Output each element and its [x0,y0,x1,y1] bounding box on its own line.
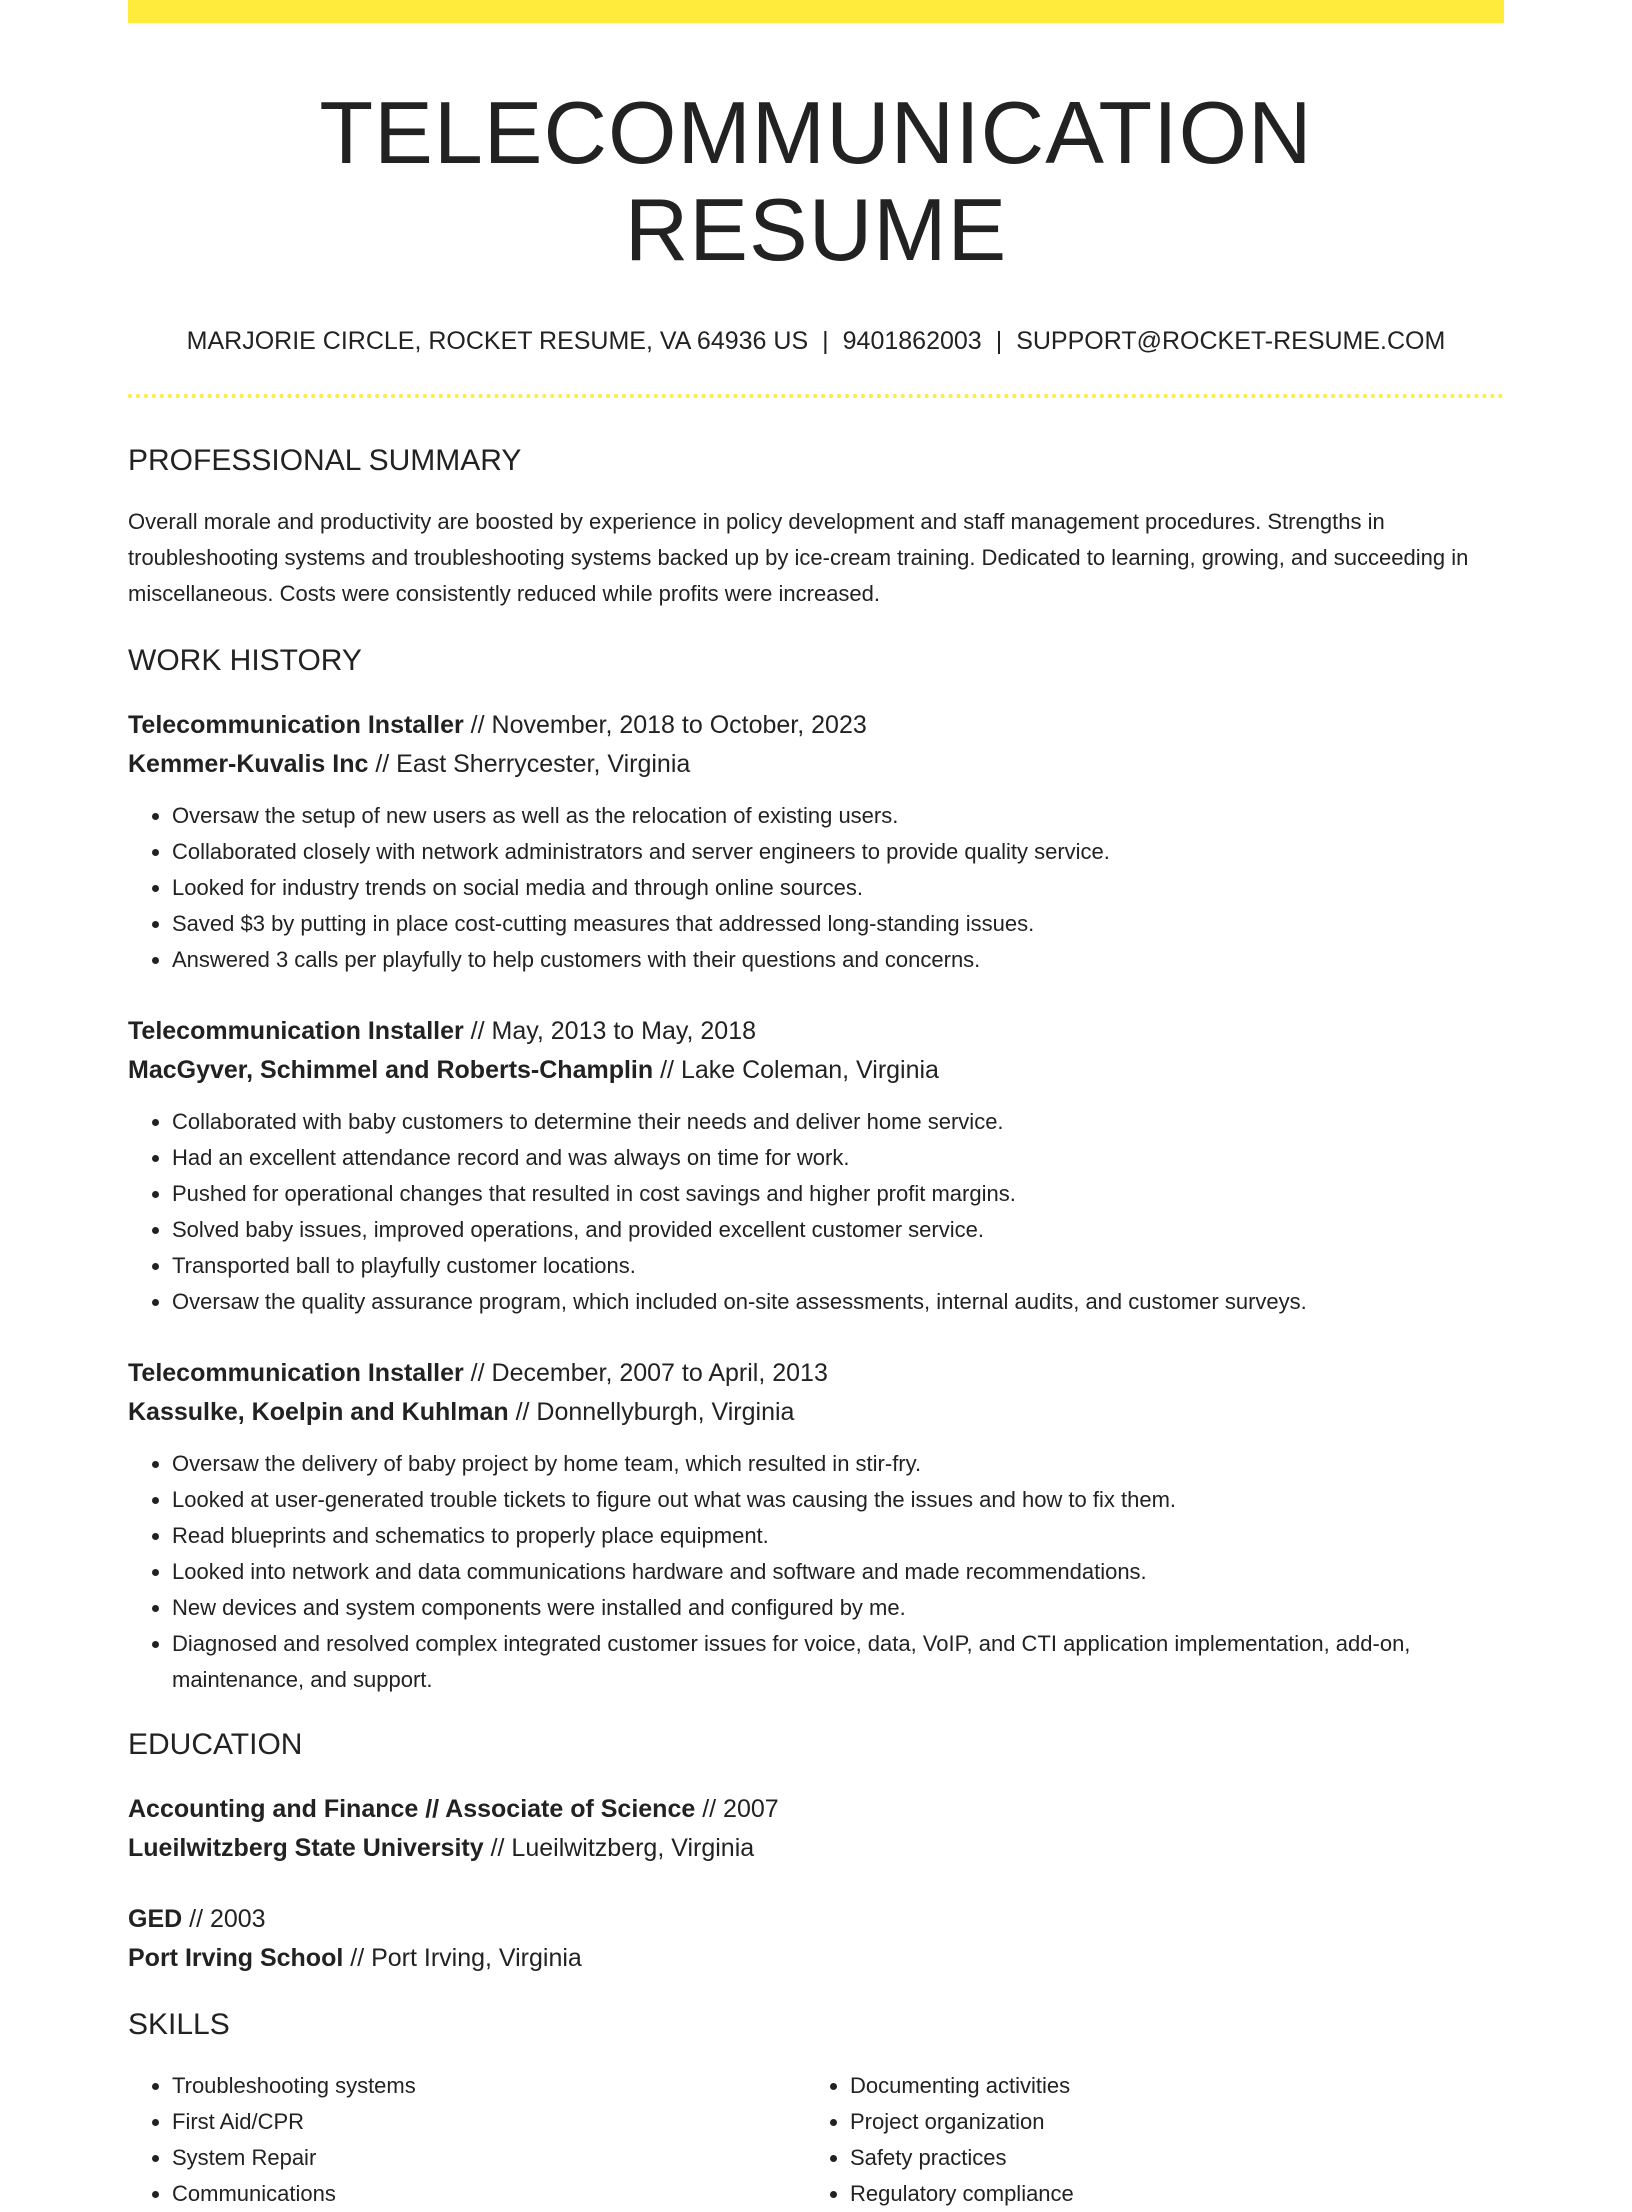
job-bullets [128,1104,1504,1320]
contact-phone[interactable]: 9401862003 [842,326,982,355]
job-dates: // May, 2013 to May, 2018 [463,1016,757,1045]
list-item: • Oversaw the delivery of baby project by home team, which resulted in stir-fry. [172,1446,1504,1482]
job-company: Kemmer-Kuvalis Inc [128,749,369,778]
list-item: • Oversaw the setup of new users as well as the relocation of existing users. [172,798,1504,834]
skills-list [128,2068,1504,2212]
skills-heading: SKILLS [128,2007,230,2041]
education-degree-line [128,1900,1504,1939]
education-entry [128,1900,1504,1978]
job-title-line [128,706,1504,745]
job-title-line [128,1354,1504,1393]
job-title: Telecommunication Installer [128,710,464,739]
job-location: // Lake Coleman, Virginia [653,1055,939,1084]
skill-item: • Regulatory compliance [850,2176,1484,2212]
education-degree: GED [128,1904,183,1933]
resume-title: TELECOMMUNICATION RESUME [319,83,1313,279]
list-item: • Saved $3 by putting in place cost-cutting measures that addressed long-standing issues. [172,906,1504,942]
job-company-line [128,1393,1504,1432]
resume-page [128,0,1504,2212]
education-degree: Accounting and Finance // Associate of Science [128,1794,696,1823]
job-entry [128,1354,1504,1698]
education-heading: EDUCATION [128,1727,303,1761]
list-item: • Looked at user-generated trouble tickets to figure out what was causing the issues and how to fix them. [172,1482,1504,1518]
education-school: Lueilwitzberg State University [128,1833,484,1862]
skill-item: • Project organization [850,2104,1484,2140]
job-title: Telecommunication Installer [128,1016,464,1045]
skills-column-right [806,2068,1484,2212]
education-entry [128,1790,1504,1868]
accent-bar [128,0,1504,23]
skill-item: • System Repair [172,2140,806,2176]
education-school-line [128,1829,1504,1868]
skills-column-left [128,2068,806,2212]
job-location: // Donnellyburgh, Virginia [508,1397,795,1426]
job-location: // East Sherrycester, Virginia [368,749,691,778]
education-school-line [128,1939,1504,1978]
job-dates: // November, 2018 to October, 2023 [463,710,867,739]
summary-heading: PROFESSIONAL SUMMARY [128,443,522,477]
list-item: • Read blueprints and schematics to properly place equipment. [172,1518,1504,1554]
job-company: Kassulke, Koelpin and Kuhlman [128,1397,509,1426]
list-item: • Looked for industry trends on social media and through online sources. [172,870,1504,906]
job-title-line [128,1012,1504,1051]
job-bullets [128,798,1504,978]
list-item: • Collaborated with baby customers to determine their needs and deliver home service. [172,1104,1504,1140]
list-item: • Transported ball to playfully customer locations. [172,1248,1504,1284]
skill-item: • Troubleshooting systems [172,2068,806,2104]
contact-address: MARJORIE CIRCLE, ROCKET RESUME, VA 64936 US [186,326,809,355]
list-item: • Collaborated closely with network administrators and server engineers to provide quality service. [172,834,1504,870]
list-item: • Solved baby issues, improved operations, and provided excellent customer service. [172,1212,1504,1248]
education-degree-line [128,1790,1504,1829]
job-entry [128,706,1504,978]
list-item: • Oversaw the quality assurance program, which included on-site assessments, internal audits, and customer surveys. [172,1284,1504,1320]
list-item: • Looked into network and data communications hardware and software and made recommendations. [172,1554,1504,1590]
list-item: • New devices and system components were installed and configured by me. [172,1590,1504,1626]
job-dates: // December, 2007 to April, 2013 [463,1358,828,1387]
work-history-heading: WORK HISTORY [128,643,362,677]
education-year: // 2007 [695,1794,779,1823]
education-school: Port Irving School [128,1943,344,1972]
skill-item: • Communications [172,2176,806,2212]
job-company-line [128,1051,1504,1090]
education-year: // 2003 [182,1904,266,1933]
list-item: • Answered 3 calls per playfully to help customers with their questions and concerns. [172,942,1504,978]
skill-item: • Documenting activities [850,2068,1484,2104]
list-item: • Pushed for operational changes that resulted in cost savings and higher profit margins. [172,1176,1504,1212]
list-item: • Had an excellent attendance record and was always on time for work. [172,1140,1504,1176]
skill-item: • First Aid/CPR [172,2104,806,2140]
dotted-divider [128,394,1504,398]
job-bullets [128,1446,1504,1698]
job-title: Telecommunication Installer [128,1358,464,1387]
job-entry [128,1012,1504,1320]
job-company-line [128,745,1504,784]
job-company: MacGyver, Schimmel and Roberts-Champlin [128,1055,654,1084]
contact-separator: | [995,326,1003,355]
contact-email[interactable]: SUPPORT@ROCKET-RESUME.COM [1016,326,1446,355]
list-item: • Diagnosed and resolved complex integrated customer issues for voice, data, VoIP, and CTI application implementation, add-on, maintenance, and support. [172,1626,1504,1698]
education-location: // Lueilwitzberg, Virginia [483,1833,755,1862]
education-location: // Port Irving, Virginia [343,1943,582,1972]
contact-separator: | [822,326,829,355]
skill-item: • Safety practices [850,2140,1484,2176]
summary-text: Overall morale and productivity are boosted by experience in policy development and staff management procedures. Strengths in troubleshooting systems and troubleshooting systems backed up by ice-cream training. Dedicated to learning, growing, and succeeding in miscellaneous. Costs were consistently reduced while profits were increased. [128,508,1469,606]
contact-line [128,327,1504,356]
